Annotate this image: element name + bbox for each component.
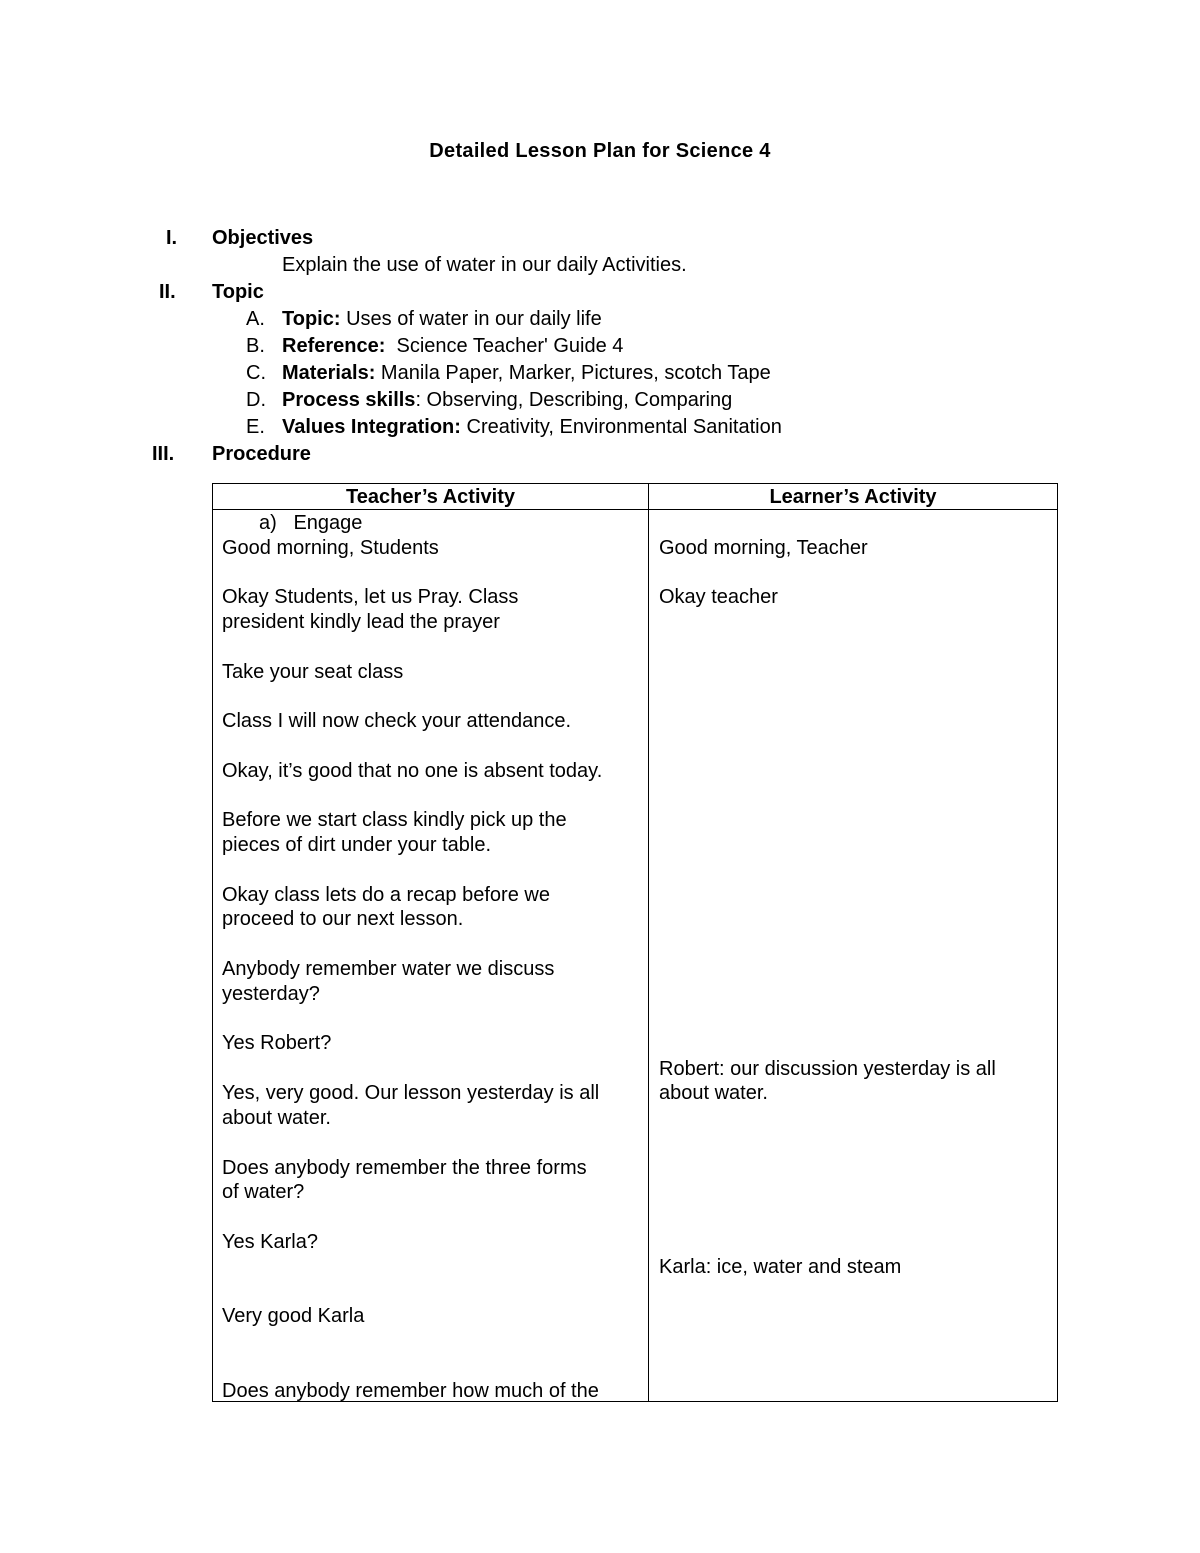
learner-line: Okay teacher	[659, 586, 778, 608]
topic-item-letter: C.	[246, 362, 266, 384]
teacher-line: Okay class lets do a recap before we	[222, 884, 550, 906]
section-heading-procedure: Procedure	[212, 443, 311, 465]
page-title: Detailed Lesson Plan for Science 4	[429, 140, 771, 162]
topic-item-value: Creativity, Environmental Sanitation	[460, 416, 782, 438]
topic-item-letter: D.	[246, 389, 266, 411]
section-number-procedure: III.	[152, 443, 175, 465]
topic-item-label: Process skills	[282, 389, 416, 411]
learner-line: about water.	[659, 1082, 768, 1104]
topic-item-letter: B.	[246, 335, 265, 357]
teacher-activity-header: Teacher’s Activity	[346, 486, 515, 508]
teacher-line: Before we start class kindly pick up the	[222, 809, 567, 831]
learner-line: Robert: our discussion yesterday is all	[659, 1058, 996, 1080]
topic-item-value: Science Teacher' Guide 4	[385, 335, 624, 357]
objective-text: Explain the use of water in our daily Activities.	[282, 254, 687, 276]
learner-line: Karla: ice, water and steam	[659, 1256, 902, 1278]
topic-item-reference	[282, 333, 623, 360]
topic-item-values-integration	[282, 414, 782, 441]
teacher-line: Yes Karla?	[222, 1231, 318, 1253]
column-divider	[648, 484, 649, 1401]
teacher-line: Okay, it’s good that no one is absent today.	[222, 760, 603, 782]
topic-item-label: Values Integration:	[282, 416, 461, 438]
topic-item-value: Uses of water in our daily life	[340, 308, 602, 330]
procedure-table	[212, 483, 1058, 1402]
teacher-line: about water.	[222, 1107, 331, 1129]
topic-item-letter: E.	[246, 416, 265, 438]
teacher-line: Take your seat class	[222, 661, 404, 683]
teacher-line: Does anybody remember the three forms	[222, 1157, 587, 1179]
topic-item-process-skills	[282, 387, 732, 414]
teacher-line: Yes Robert?	[222, 1032, 332, 1054]
section-heading-objectives: Objectives	[212, 227, 314, 249]
teacher-line: of water?	[222, 1181, 305, 1203]
topic-item-materials	[282, 360, 771, 387]
teacher-line: Good morning, Students	[222, 537, 439, 559]
topic-item-letter: A.	[246, 308, 265, 330]
teacher-line: Okay Students, let us Pray. Class	[222, 586, 519, 608]
teacher-line: Yes, very good. Our lesson yesterday is all	[222, 1082, 600, 1104]
topic-item-label: Reference:	[282, 335, 386, 357]
teacher-line: pieces of dirt under your table.	[222, 834, 492, 856]
learner-line: Good morning, Teacher	[659, 537, 868, 559]
topic-item-topic	[282, 306, 602, 333]
topic-item-label: Topic:	[282, 308, 341, 330]
teacher-line: Does anybody remember how much of the	[222, 1380, 599, 1402]
section-number-topic: II.	[159, 281, 176, 303]
engage-label: a) Engage	[259, 512, 363, 534]
section-heading-topic: Topic	[212, 281, 264, 303]
teacher-line: president kindly lead the prayer	[222, 611, 500, 633]
teacher-line: Anybody remember water we discuss	[222, 958, 555, 980]
teacher-line: Very good Karla	[222, 1305, 365, 1327]
topic-item-value: Manila Paper, Marker, Pictures, scotch Tape	[375, 362, 771, 384]
learner-activity-header: Learner’s Activity	[769, 486, 937, 508]
teacher-line: Class I will now check your attendance.	[222, 710, 572, 732]
topic-item-value: : Observing, Describing, Comparing	[415, 389, 733, 411]
topic-item-label: Materials:	[282, 362, 376, 384]
teacher-line: proceed to our next lesson.	[222, 908, 464, 930]
section-number-objectives: I.	[166, 227, 178, 249]
teacher-line: yesterday?	[222, 983, 320, 1005]
